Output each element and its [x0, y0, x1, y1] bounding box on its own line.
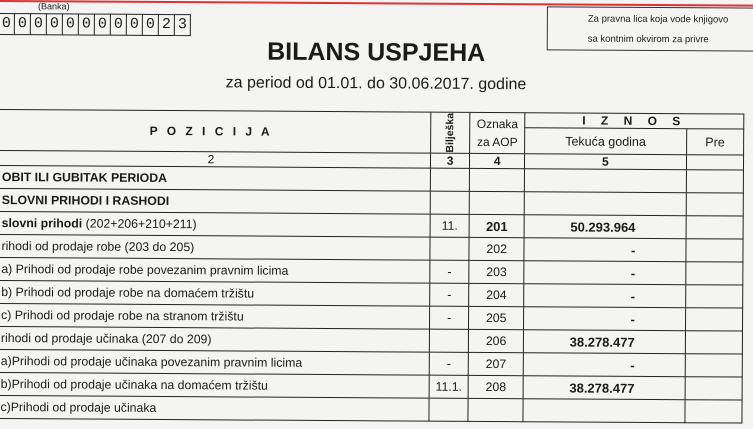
row-pozicija: [0, 395, 429, 421]
row-tekuca-godina: 50.293.964: [524, 215, 686, 239]
column-number-5: 5: [524, 154, 686, 170]
row-pozicija: [0, 211, 430, 237]
header-pozicija: P O Z I C I J A: [0, 109, 431, 153]
registration-digit: 0: [78, 13, 94, 35]
row-aop: 206: [469, 329, 524, 352]
row-biljeska: -: [429, 352, 469, 375]
row-biljeska: [429, 329, 469, 352]
row-pozicija-text: a)Prihodi od prodaje učinaka povezanim pravnim licima: [0, 354, 303, 370]
row-aop: 207: [469, 352, 524, 375]
row-pozicija-text: a) Prihodi od prodaje robe povezanim pravnim licima: [1, 262, 289, 278]
registration-digit: 0: [30, 13, 46, 35]
row-aop: 201: [469, 214, 524, 237]
row-aop: 204: [469, 283, 524, 306]
row-pozicija: [0, 349, 429, 375]
row-aop: 205: [469, 306, 524, 329]
row-pozicija-text: SLOVNI PRIHODI I RASHODI: [1, 193, 170, 209]
row-tekuca-godina: -: [524, 238, 686, 262]
header-biljeska: [430, 112, 470, 153]
registration-digit: 0: [126, 14, 142, 36]
row-pozicija: [0, 188, 430, 214]
row-tekuca-godina: [524, 169, 686, 193]
row-tekuca-godina: -: [524, 284, 686, 308]
column-number-6: [686, 155, 743, 170]
row-pozicija-text: b)Prihodi od prodaje učinaka na domaćem tržištu: [0, 377, 268, 393]
row-pozicija-text: c)Prihodi od prodaje učinaka: [0, 400, 157, 415]
registration-digit: 0: [0, 13, 14, 35]
row-pozicija-text: (202+206+210+211): [82, 216, 197, 232]
row-biljeska: -: [429, 283, 469, 306]
table-row: [0, 395, 742, 423]
header-biljeska-text: Bilješka: [444, 112, 457, 153]
row-tekuca-godina: 38.278.477: [523, 330, 685, 354]
registration-digit: 0: [46, 13, 62, 35]
row-aop: [470, 168, 525, 191]
row-pozicija: [0, 165, 430, 191]
header-iznos: I Z N O S: [525, 113, 744, 129]
row-biljeska: [430, 168, 470, 191]
column-number-2: 2: [0, 150, 430, 168]
row-prethodna-godina: [685, 377, 742, 400]
row-pozicija: [0, 257, 430, 283]
report-subtitle: za period od 01.01. do 30.06.2017. godine: [225, 74, 527, 94]
row-pozicija-text: OBIT ILI GUBITAK PERIODA: [1, 170, 168, 186]
row-prethodna-godina: [686, 262, 743, 285]
row-pozicija: [0, 280, 430, 306]
row-prethodna-godina: [686, 193, 743, 216]
row-aop: 208: [468, 375, 523, 398]
row-prethodna-godina: [685, 354, 742, 377]
row-prethodna-godina: [685, 400, 742, 423]
row-biljeska: [430, 191, 470, 214]
row-prethodna-godina: [685, 285, 742, 308]
row-prethodna-godina: [685, 308, 742, 331]
row-aop: [468, 398, 523, 421]
income-statement-table: [0, 109, 744, 424]
row-aop: 203: [469, 260, 524, 283]
banka-label: (Banka): [37, 1, 70, 12]
row-pozicija: [0, 303, 429, 329]
row-biljeska: -: [430, 260, 470, 283]
row-biljeska: [429, 398, 469, 421]
note-line-1: Za pravna lica koja vode knjigovo: [587, 13, 729, 26]
row-tekuca-godina: 38.278.477: [523, 376, 685, 400]
row-prethodna-godina: [685, 331, 742, 354]
row-aop: [470, 191, 525, 214]
row-pozicija: [0, 234, 430, 260]
registration-digit: 0: [94, 14, 110, 36]
row-pozicija-text: b) Prihodi od prodaje robe na domaćem tržištu: [1, 285, 255, 301]
header-aop: Oznaka za AOP: [470, 112, 525, 153]
row-biljeska: 11.: [430, 214, 470, 237]
row-aop: 202: [469, 237, 524, 260]
registration-number-boxes: [0, 13, 191, 36]
row-tekuca-godina: -: [523, 307, 685, 331]
note-line-2: sa kontnim okvirom za privre: [587, 33, 709, 46]
header-prethodna-godina: Pre: [686, 129, 743, 155]
registration-digit: 0: [62, 13, 78, 35]
row-pozicija-text: rihodi od prodaje učinaka (207 do 209): [0, 331, 212, 347]
row-tekuca-godina: -: [523, 353, 685, 377]
row-pozicija-bold: slovni prihodi: [1, 216, 83, 231]
row-tekuca-godina: -: [524, 261, 686, 285]
row-biljeska: -: [429, 306, 469, 329]
row-biljeska: 11.1.: [429, 375, 469, 398]
column-number-4: 4: [470, 153, 525, 168]
report-title: BILANS USPJEHA: [267, 37, 486, 67]
registration-digit: 0: [142, 14, 158, 36]
row-prethodna-godina: [686, 239, 743, 262]
row-pozicija-text: c) Prihodi od prodaje robe na stranom tržištu: [1, 308, 244, 324]
row-prethodna-godina: [686, 170, 743, 193]
header-tekuca-godina: Tekuća godina: [525, 128, 687, 155]
row-tekuca-godina: [524, 192, 686, 216]
registration-digit: 0: [110, 14, 126, 36]
row-pozicija: [0, 372, 429, 398]
row-pozicija: [0, 326, 429, 352]
registration-digit: 2: [158, 14, 174, 36]
column-number-3: 3: [430, 153, 470, 168]
row-biljeska: [430, 237, 470, 260]
row-prethodna-godina: [686, 216, 743, 239]
row-pozicija-text: rihodi od prodaje robe (203 do 205): [1, 239, 195, 255]
row-tekuca-godina: [523, 399, 685, 423]
registration-digit: 3: [174, 14, 191, 36]
registration-digit: 0: [14, 13, 30, 35]
top-red-line: [0, 0, 753, 7]
